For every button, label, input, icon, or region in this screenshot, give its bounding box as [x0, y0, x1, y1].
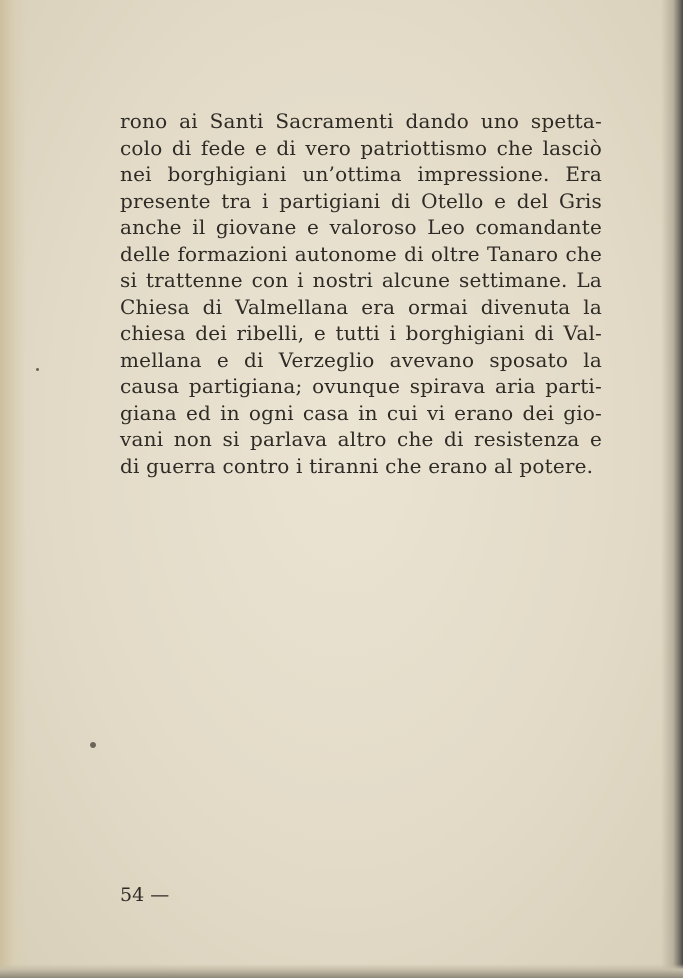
text-line: di guerra contro i tiranni che erano al potere.	[120, 453, 594, 478]
page-bottom-edge	[0, 964, 683, 978]
text-line: vani non si parlava altro che di resistenza e	[120, 427, 602, 451]
page-gutter-shadow	[0, 0, 26, 978]
text-line: causa partigiana; ovunque spirava aria parti-	[120, 374, 602, 398]
text-line: Chiesa di Valmellana era ormai divenuta la	[120, 294, 602, 319]
text-line: colo di fede e di vero patriottismo che lasciò	[120, 135, 602, 160]
text-line: si trattenne con i nostri alcune settimane. La	[120, 268, 602, 292]
page-edge-shadow	[661, 0, 683, 978]
text-line: giana ed in ogni casa in cui vi erano dei gio-	[120, 400, 602, 425]
text-line: presente tra i partigiani di Otello e del Gris	[120, 188, 602, 213]
page-number: 54 —	[120, 884, 170, 906]
text-line: nei borghigiani un’ottima impressione. Era	[120, 162, 602, 186]
text-line: chiesa dei ribelli, e tutti i borghigiani di Val-	[120, 321, 602, 345]
body-text	[120, 108, 602, 479]
text-line: mellana e di Verzeglio avevano sposato la	[120, 347, 602, 372]
ink-speck	[36, 368, 39, 371]
text-line: anche il giovane e valoroso Leo comandante	[120, 215, 602, 239]
text-line: rono ai Santi Sacramenti dando uno spetta-	[120, 109, 602, 133]
ink-speck	[90, 742, 96, 748]
text-line: delle formazioni autonome di oltre Tanaro che	[120, 241, 602, 266]
